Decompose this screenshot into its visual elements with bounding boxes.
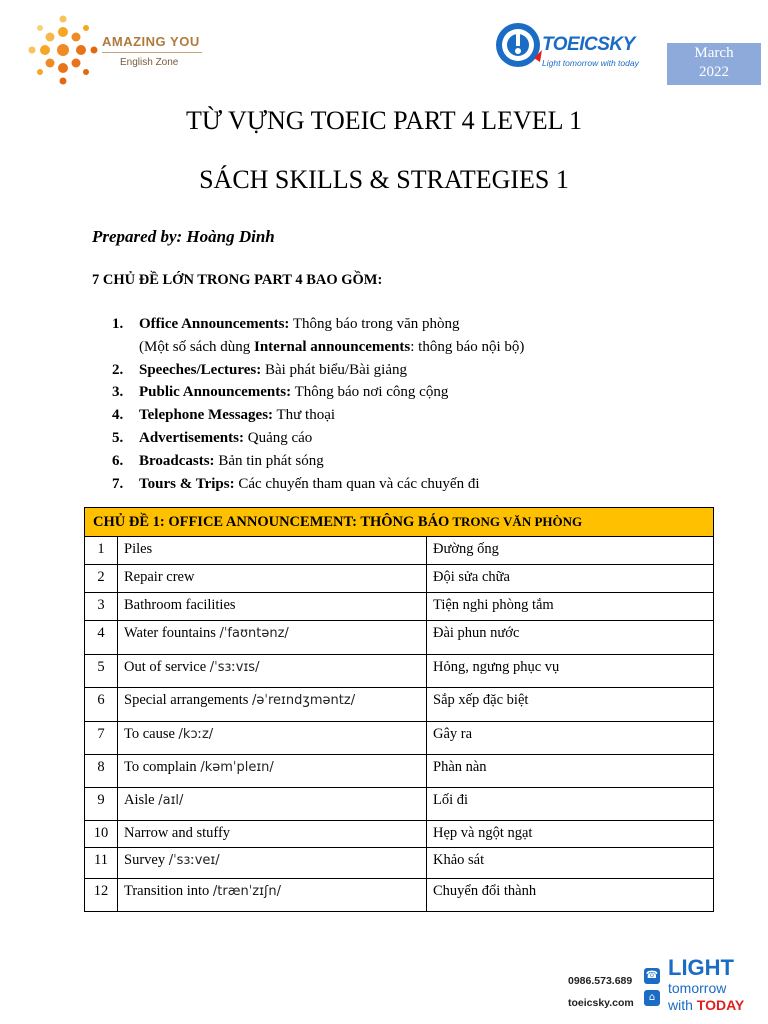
table-row <box>85 593 714 621</box>
list-item-english: Office Announcements: <box>139 316 290 332</box>
table-row <box>85 722 714 755</box>
footer-icons <box>644 968 662 1012</box>
row-number: 7 <box>85 722 118 755</box>
brand-light: LIGHT <box>668 955 734 980</box>
row-meaning: Phàn nàn <box>427 755 714 788</box>
row-term-cell <box>118 565 427 593</box>
row-term-cell <box>118 688 427 722</box>
note-bold: Internal announcements <box>254 338 411 355</box>
row-term: Water fountains <box>124 625 216 641</box>
list-item-english: Tours & Trips: <box>139 475 235 492</box>
row-term-cell <box>118 722 427 755</box>
table-row <box>85 788 714 821</box>
table-header <box>85 508 714 537</box>
home-icon: ⌂ <box>644 990 660 1006</box>
row-ipa: /əˈreɪndʒməntz/ <box>252 693 356 708</box>
list-item-number: 1. <box>112 316 124 332</box>
footer-site: toeicsky.com <box>568 997 634 1009</box>
list-item <box>112 359 524 382</box>
page-subtitle: SÁCH SKILLS & STRATEGIES 1 <box>199 165 569 194</box>
table-row <box>85 537 714 565</box>
row-number: 4 <box>85 621 118 655</box>
vocabulary-table <box>84 507 714 912</box>
list-item-vietnamese: Bài phát biểu/Bài giảng <box>264 361 408 378</box>
row-term: Repair crew <box>124 569 195 585</box>
table-header-row <box>85 508 714 537</box>
date-month: March <box>694 45 734 61</box>
row-meaning: Tiện nghi phòng tắm <box>427 593 714 621</box>
list-item-vietnamese: Các chuyến tham quan và các chuyến đi <box>238 475 480 492</box>
row-term-cell <box>118 879 427 912</box>
list-item <box>112 381 524 404</box>
footer-brand <box>668 956 744 1014</box>
row-term: Aisle <box>124 792 155 808</box>
row-number: 9 <box>85 788 118 821</box>
row-number: 5 <box>85 655 118 688</box>
note-prefix: (Một số sách dùng <box>139 338 254 355</box>
row-ipa: /trænˈzɪʃn/ <box>212 884 281 899</box>
footer-contact <box>562 956 762 1016</box>
page-title: TỪ VỰNG TOEIC PART 4 LEVEL 1 <box>185 106 583 135</box>
row-number: 12 <box>85 879 118 912</box>
table-row <box>85 621 714 655</box>
row-meaning: Đường ống <box>427 537 714 565</box>
list-item-number: 7. <box>112 475 124 492</box>
row-term-cell <box>118 788 427 821</box>
row-number: 8 <box>85 755 118 788</box>
row-ipa: /ˈsɜːvɪs/ <box>209 660 260 675</box>
row-term-cell <box>118 848 427 879</box>
list-item-vietnamese: Bản tin phát sóng <box>218 452 324 469</box>
table-header-main: CHỦ ĐỀ 1: OFFICE ANNOUNCEMENT: THÔNG BÁO <box>93 513 450 530</box>
row-ipa: /aɪl/ <box>158 793 184 808</box>
row-ipa: /kɔːz/ <box>178 727 214 742</box>
row-term: Transition into <box>124 883 210 899</box>
list-item-vietnamese: Quảng cáo <box>247 429 313 446</box>
row-meaning: Chuyển đổi thành <box>427 879 714 912</box>
table-row <box>85 688 714 722</box>
list-item <box>112 404 524 427</box>
row-number: 1 <box>85 537 118 565</box>
list-item-english: Broadcasts: <box>139 452 215 469</box>
row-number: 6 <box>85 688 118 722</box>
table-row <box>85 755 714 788</box>
row-number: 3 <box>85 593 118 621</box>
toeicsky-logo <box>494 20 654 72</box>
row-term: Out of service <box>124 659 207 675</box>
prepared-by: Prepared by: Hoàng Dinh <box>92 227 275 246</box>
table-row <box>85 848 714 879</box>
list-item-number: 3. <box>112 384 124 401</box>
list-item-note <box>112 336 524 359</box>
brand-with-today <box>668 997 744 1014</box>
row-meaning: Hỏng, ngưng phục vụ <box>427 655 714 688</box>
amazing-you-logo <box>28 14 208 86</box>
row-term: To cause <box>124 726 175 742</box>
date-badge <box>667 43 761 85</box>
brand-with: with <box>668 997 697 1013</box>
toeicsky-emblem-icon <box>494 20 544 72</box>
row-ipa: /ˈsɜːveɪ/ <box>168 853 220 868</box>
list-item-english: Telephone Messages: <box>139 407 274 424</box>
left-logo-divider <box>102 52 202 53</box>
row-number: 11 <box>85 848 118 879</box>
list-item-english: Speeches/Lectures: <box>139 361 262 378</box>
row-term: Narrow and stuffy <box>124 825 231 841</box>
row-term-cell <box>118 655 427 688</box>
row-term-cell <box>118 755 427 788</box>
row-ipa: /ˈfaʊntənz/ <box>219 626 289 641</box>
phone-icon: ☎ <box>644 968 660 984</box>
list-item-number: 4. <box>112 407 124 424</box>
list-item-number: 5. <box>112 429 124 446</box>
row-meaning: Gây ra <box>427 722 714 755</box>
list-item-vietnamese: Thư thoại <box>276 407 336 424</box>
footer-phone: 0986.573.689 <box>568 975 633 987</box>
row-meaning: Đài phun nước <box>427 621 714 655</box>
section-heading: 7 CHỦ ĐỀ LỚN TRONG PART 4 BAO GỒM: <box>92 272 383 288</box>
date-year: 2022 <box>699 64 729 80</box>
right-logo-tagline: Light tomorrow with today <box>542 58 639 68</box>
table-row <box>85 565 714 593</box>
row-ipa: /kəmˈpleɪn/ <box>200 760 274 775</box>
table-row <box>85 821 714 848</box>
row-term-cell <box>118 821 427 848</box>
footer-info <box>568 970 634 1014</box>
list-item-number: 6. <box>112 452 124 469</box>
list-item-english: Advertisements: <box>139 429 244 446</box>
row-term: Survey <box>124 852 166 868</box>
list-item <box>112 450 524 473</box>
topics-list <box>112 313 524 495</box>
table-row <box>85 879 714 912</box>
table-row <box>85 655 714 688</box>
row-number: 2 <box>85 565 118 593</box>
brand-today: TODAY <box>696 997 745 1013</box>
row-term: Piles <box>124 541 153 557</box>
row-term: Special arrangements <box>124 692 249 708</box>
row-term-cell <box>118 621 427 655</box>
row-meaning: Khảo sát <box>427 848 714 879</box>
sun-emblem-icon <box>28 14 98 86</box>
row-number: 10 <box>85 821 118 848</box>
list-item-english: Public Announcements: <box>139 384 292 401</box>
row-meaning: Lối đi <box>427 788 714 821</box>
row-meaning: Sắp xếp đặc biệt <box>427 688 714 722</box>
list-item-number: 2. <box>112 361 124 378</box>
row-meaning: Hẹp và ngột ngạt <box>427 821 714 848</box>
right-logo-name: TOEICSKY <box>542 34 635 55</box>
left-logo-subtitle: English Zone <box>120 57 179 68</box>
note-suffix: : thông báo nội bộ) <box>410 338 525 355</box>
list-item <box>112 473 524 496</box>
list-item <box>112 313 524 336</box>
row-term: Bathroom facilities <box>124 597 236 613</box>
row-term-cell <box>118 593 427 621</box>
left-logo-name: AMAZING YOU <box>102 34 200 49</box>
row-term: To complain <box>124 759 197 775</box>
list-item-vietnamese: Thông báo nơi công cộng <box>294 384 449 401</box>
list-item-vietnamese: Thông báo trong văn phòng <box>292 316 460 332</box>
brand-tomorrow: tomorrow <box>668 980 727 996</box>
table-header-rest: TRONG VĂN PHÒNG <box>449 513 583 529</box>
row-meaning: Đội sửa chữa <box>427 565 714 593</box>
row-term-cell <box>118 537 427 565</box>
list-item <box>112 427 524 450</box>
